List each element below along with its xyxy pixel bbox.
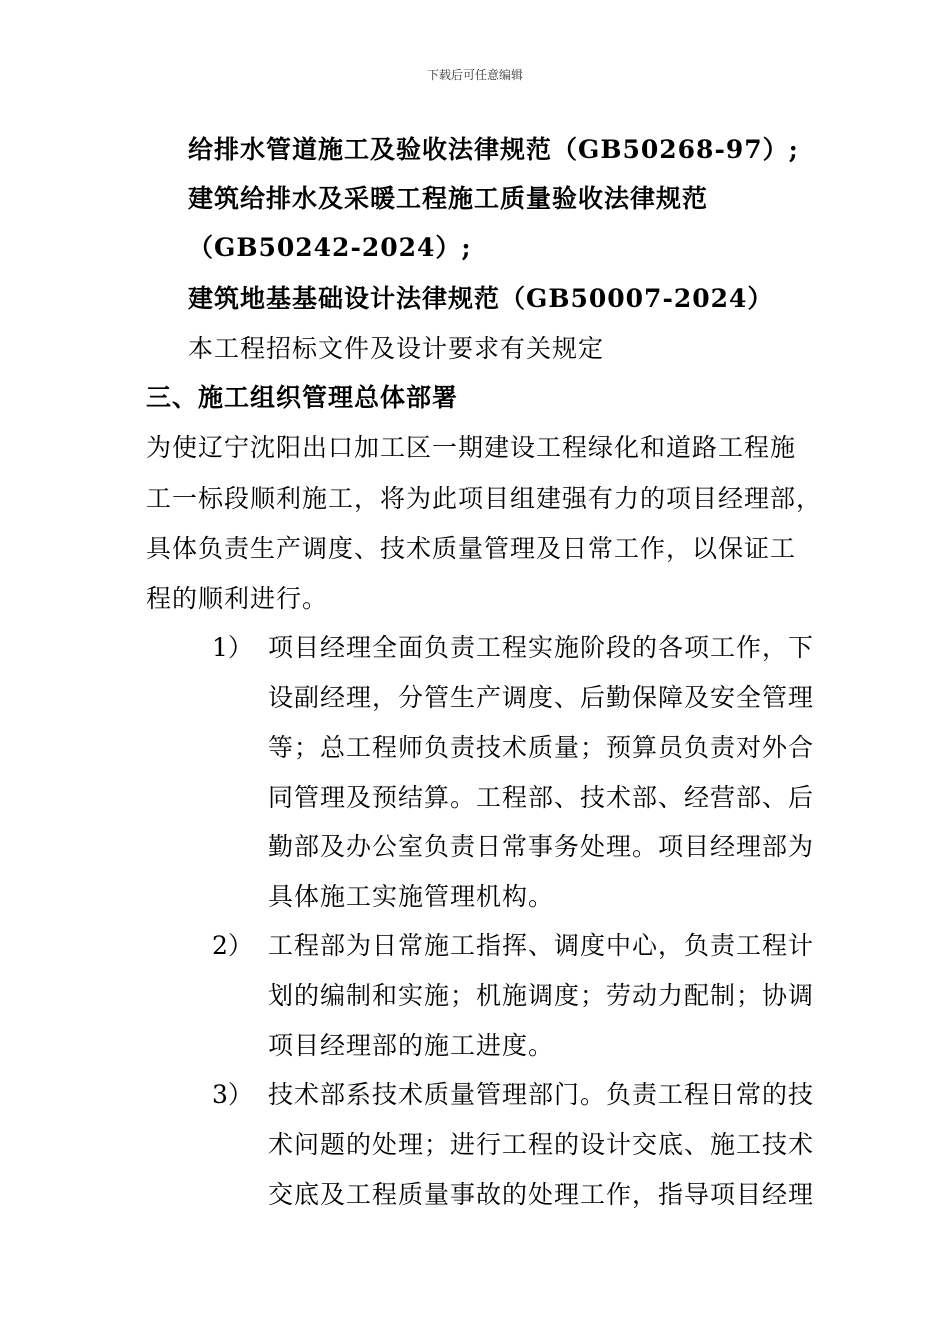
list-item-line: 技术部系技术质量管理部门。负责工程日常的技 [268,1080,815,1109]
intro-line: 为使辽宁沈阳出口加工区一期建设工程绿化和道路工程施 [146,433,797,462]
list-item-line: 术问题的处理；进行工程的设计交底、施工技术 [268,1130,815,1159]
intro-line: 工一标段顺利施工，将为此项目组建强有力的项目经理部， [146,484,823,513]
list-item-line: 同管理及预结算。工程部、技术部、经营部、后 [268,783,815,812]
intro-line: 具体负责生产调度、技术质量管理及日常工作，以保证工 [146,534,797,563]
list-item-line: 交底及工程质量事故的处理工作，指导项目经理 [268,1180,815,1209]
reference-line: （GB50242-2024）; [188,233,472,262]
list-item-number: 1） [212,633,253,662]
list-item-line: 项目经理部的施工进度。 [268,1031,555,1060]
list-item-line: 等；总工程师负责技术质量；预算员负责对外合 [268,733,815,762]
section-heading: 三、施工组织管理总体部署 [146,383,459,412]
list-item-line: 划的编制和实施；机施调度；劳动力配制；协调 [268,981,815,1010]
reference-line: 给排水管道施工及验收法律规范（GB50268-97）; [188,135,799,164]
page-header-note: 下载后可任意编辑 [426,68,523,82]
list-item-line: 项目经理全面负责工程实施阶段的各项工作，下 [268,633,815,662]
list-item-number: 2） [212,931,253,960]
list-item-line: 工程部为日常施工指挥、调度中心，负责工程计 [268,931,815,960]
list-item-number: 3） [212,1080,253,1109]
reference-line: 建筑给排水及采暖工程施工质量验收法律规范 [188,184,709,213]
reference-line: 本工程招标文件及设计要求有关规定 [188,334,605,363]
list-item-line: 设副经理，分管生产调度、后勤保障及安全管理 [268,683,815,712]
intro-line: 程的顺利进行。 [146,584,329,613]
list-item-line: 勤部及办公室负责日常事务处理。项目经理部为 [268,832,815,861]
list-item-line: 具体施工实施管理机构。 [268,882,555,911]
reference-line: 建筑地基基础设计法律规范（GB50007-2024） [188,284,774,313]
